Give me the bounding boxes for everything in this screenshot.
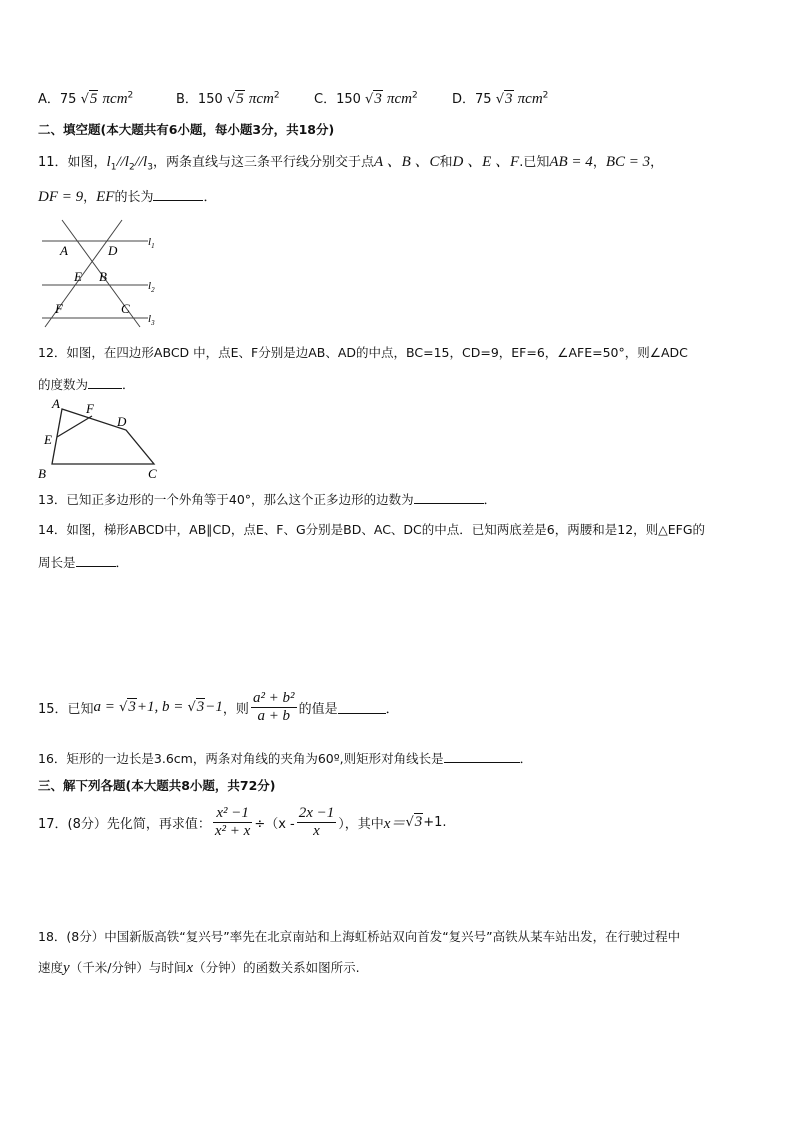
choice-b xyxy=(176,88,280,108)
q14-line1: 14．如图，梯形ABCD中，AB∥CD，点E、F、G分别是BD、AC、DC的中点．已知两底差是6，两腰和是12，则△EFG的 xyxy=(38,522,706,537)
choice-b-label: B． xyxy=(176,92,198,107)
q17-divide: ÷（x - xyxy=(254,817,295,832)
q11-points-def: D 、E 、F xyxy=(452,154,520,170)
q11-l-symbol: l xyxy=(124,154,129,170)
choice-b-unit: πcm xyxy=(248,91,274,107)
q12-line1: 12．如图，在四边形ABCD 中，点E、F分别是边AB、AD的中点，BC=15，CD=9，EF=6，∠AFE=50°，则∠ADC xyxy=(38,345,688,360)
label-D: D xyxy=(117,414,127,429)
choice-a-label: A． xyxy=(38,92,60,107)
q17-numerator-1: x² −1 xyxy=(213,805,252,823)
section-2-heading: 二、填空题(本大题共有6小题，每小题3分，共18分) xyxy=(38,122,335,137)
q14-ask: 周长是 xyxy=(38,555,76,570)
q18-y-var: y xyxy=(63,960,70,976)
q11-comma: ， xyxy=(650,155,664,170)
q16-answer-blank[interactable] xyxy=(444,750,520,763)
q17-denominator-1: x² + x xyxy=(214,823,251,839)
sqrt-symbol: √3 xyxy=(119,699,136,715)
q18-unit-time: （千米/分钟）与时间 xyxy=(69,960,187,975)
q17-denominator-2: x xyxy=(313,823,320,839)
q11-ab: AB = 4 xyxy=(549,154,593,170)
sqrt-symbol: √5 xyxy=(226,91,244,107)
q15-fraction xyxy=(251,690,297,725)
choice-b-exp: 2 xyxy=(273,90,280,101)
q18-line1: 18．(8分）中国新版高铁“复兴号”率先在北京南站和上海虹桥站双向首发“复兴号”高铁从某车站出发，在行驶过程中 xyxy=(38,929,681,944)
quadrilateral-abcd xyxy=(52,409,154,464)
q11-ask: 的长为 xyxy=(114,190,154,205)
label-D: D xyxy=(108,243,118,258)
q11-parallel: // xyxy=(116,154,125,170)
choice-b-num: 150 xyxy=(197,92,223,107)
q17-pre: 17．(8分）先化简，再求值： xyxy=(38,817,211,832)
choice-c-num: 150 xyxy=(336,92,361,107)
q15-tail: −1 xyxy=(205,699,223,715)
choice-a-num: 75 xyxy=(59,92,77,107)
q11-sub-1: 1 xyxy=(110,162,117,173)
q15-a-expr: a = xyxy=(93,699,115,715)
label-A: A xyxy=(52,396,60,411)
q18-x-var: x xyxy=(186,960,194,976)
q11-sub-2: 2 xyxy=(128,162,135,173)
q11-l-symbol: l xyxy=(143,154,148,170)
choice-d-num: 75 xyxy=(475,92,492,107)
q15-denominator: a + b xyxy=(257,708,291,724)
choice-c-root: 3 xyxy=(374,91,382,107)
q17-post: ），其中 xyxy=(338,817,384,832)
q14-line2 xyxy=(38,553,128,571)
choice-d-label: D． xyxy=(452,92,476,107)
q17-numerator-2: 2x −1 xyxy=(298,805,335,821)
sqrt-symbol: √3 xyxy=(405,814,423,830)
q11-parallel: // xyxy=(134,154,144,170)
q14-answer-blank[interactable] xyxy=(76,554,116,567)
q11-known: .已知 xyxy=(519,155,550,170)
choice-c xyxy=(314,88,418,108)
q11-text: ，两条直线与这三条平行线分别交于点 xyxy=(152,155,374,170)
label-B: B xyxy=(99,269,107,284)
sqrt-symbol: √3 xyxy=(187,699,205,715)
q12-ask: 的度数为 xyxy=(38,377,89,392)
label-B: B xyxy=(38,466,46,481)
q13-end: ． xyxy=(483,492,497,507)
q17-plus-one: +1. xyxy=(423,815,447,830)
q18-line2 xyxy=(38,958,360,977)
label-C: C xyxy=(148,466,157,481)
q12-answer-blank[interactable] xyxy=(88,376,122,389)
q17-x-eq: x＝ xyxy=(383,816,406,832)
q11-and: 和 xyxy=(439,155,453,170)
choice-d xyxy=(452,88,548,108)
q11-ef: EF xyxy=(96,189,115,205)
q13 xyxy=(38,490,496,508)
q11-comma: ， xyxy=(83,190,97,205)
q17-root-3: 3 xyxy=(414,814,423,830)
label-F: F xyxy=(55,301,63,316)
choice-d-unit: πcm xyxy=(517,91,543,107)
q15-mid: +1, b = xyxy=(136,699,184,715)
choice-a-exp: 2 xyxy=(127,90,134,101)
q15-end: ． xyxy=(385,702,399,717)
choice-a xyxy=(38,88,133,108)
q11-points-abc: A 、B 、C xyxy=(373,154,440,170)
q15-root-3: 3 xyxy=(128,699,136,715)
q13-text: 13．已知正多边形的一个外角等于40°，那么这个正多边形的边数为 xyxy=(38,492,414,507)
label-l1: $l_1$ xyxy=(148,236,155,250)
q11-end: ． xyxy=(203,190,217,205)
q11-comma: ， xyxy=(592,155,606,170)
q11-line2 xyxy=(38,186,217,206)
label-l3: $l_3$ xyxy=(148,313,155,327)
label-E: E xyxy=(74,269,82,284)
choice-b-root: 5 xyxy=(236,91,244,107)
section-3-heading: 三、解下列各题(本大题共8小题，共72分) xyxy=(38,778,276,793)
choice-a-unit: πcm xyxy=(102,91,128,107)
choice-a-root: 5 xyxy=(89,91,98,107)
q11-sub-3: 3 xyxy=(147,162,153,173)
choice-d-exp: 2 xyxy=(542,90,549,101)
q15-root-3b: 3 xyxy=(196,699,205,715)
q12-end: ． xyxy=(122,377,135,392)
q15-answer-blank[interactable] xyxy=(338,701,386,714)
choice-c-exp: 2 xyxy=(412,90,418,101)
choice-c-label: C． xyxy=(314,92,337,107)
q16 xyxy=(38,749,532,767)
q18-tail: （分钟）的函数关系如图所示. xyxy=(193,960,360,975)
q15-pre: 15．已知 xyxy=(38,702,94,717)
label-F: F xyxy=(86,401,94,416)
label-l2: $l_2$ xyxy=(148,280,155,294)
label-A: A xyxy=(60,243,68,258)
q14-end: ． xyxy=(115,555,129,570)
sqrt-symbol: √5 xyxy=(80,91,98,107)
label-C: C xyxy=(121,301,130,316)
q15-then: ，则 xyxy=(222,702,249,717)
sqrt-symbol: √3 xyxy=(495,91,513,107)
q15-post: 的值是 xyxy=(298,702,338,717)
q17 xyxy=(38,805,447,840)
sqrt-symbol: √3 xyxy=(365,91,382,107)
choice-d-root: 3 xyxy=(505,91,513,107)
q16-text: 16．矩形的一边长是3.6cm，两条对角线的夹角为60º,则矩形对角线长是 xyxy=(38,751,444,766)
q16-end: ． xyxy=(519,751,533,766)
q11-answer-blank[interactable] xyxy=(153,188,203,201)
q11-figure xyxy=(40,215,165,330)
q11-l-symbol: l xyxy=(106,154,111,170)
choice-c-unit: πcm xyxy=(386,91,412,107)
q11-line1 xyxy=(38,150,663,173)
q17-fraction-2 xyxy=(297,805,337,840)
q12-line2 xyxy=(38,375,135,393)
segment-ef xyxy=(57,416,92,437)
q13-answer-blank[interactable] xyxy=(414,491,484,504)
q15-numerator: a² + b² xyxy=(252,690,295,706)
q11-intro: 11．如图， xyxy=(38,155,107,170)
label-E: E xyxy=(44,432,52,447)
q18-speed: 速度 xyxy=(38,960,64,975)
q12-figure xyxy=(36,396,166,482)
q11-bc: BC = 3 xyxy=(605,154,651,170)
q15 xyxy=(38,690,399,725)
q17-fraction-1 xyxy=(213,805,252,840)
q11-df: DF = 9 xyxy=(38,189,84,205)
